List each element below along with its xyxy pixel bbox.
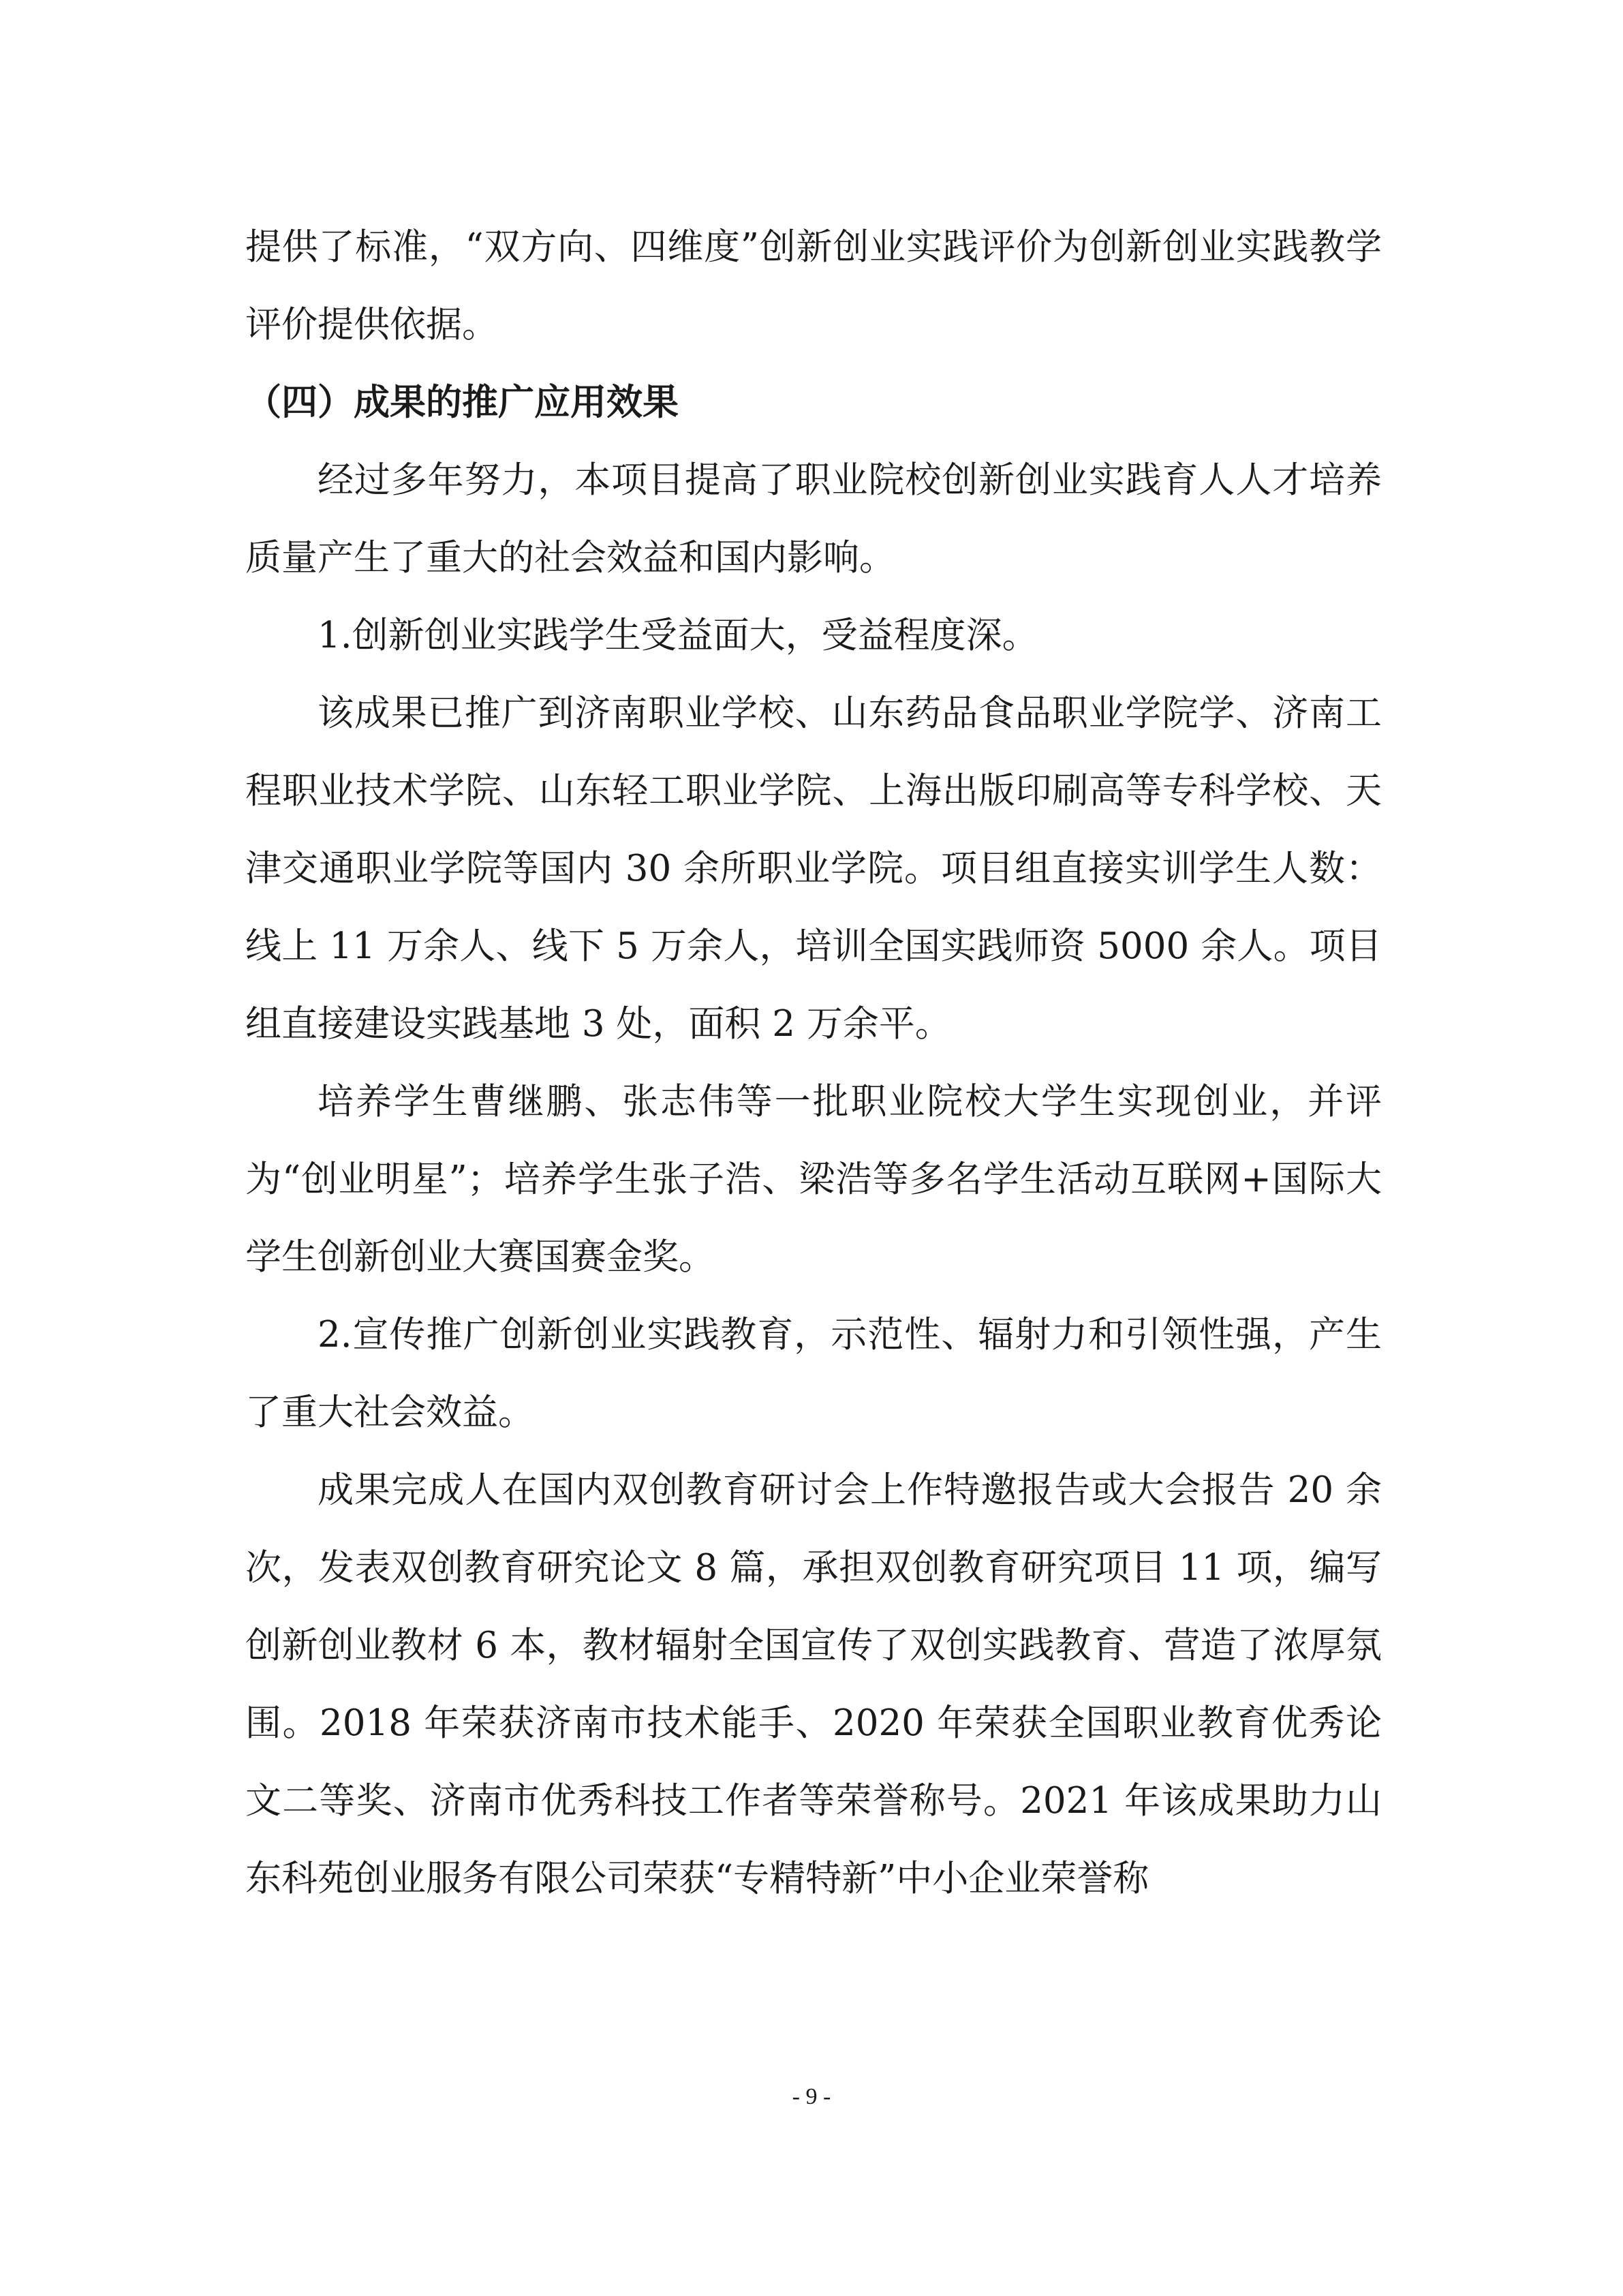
paragraph-point-2: 2.宣传推广创新创业实践教育，示范性、辐射力和引领性强，产生了重大社会效益。 — [245, 1314, 1382, 1433]
paragraph-intro: 经过多年努力，本项目提高了职业院校创新创业实践育人人才培养质量产生了重大的社会效益和国内影响。 — [245, 459, 1382, 579]
paragraph-achievements: 成果完成人在国内双创教育研讨会上作特邀报告或大会报告 20 余次，发表双创教育研究论文 8 篇，承担双创教育研究项目 11 项，编写创新创业教材 6 本，教材辐射全国宣传了双创实践教育、营造了浓厚氛围。2018 年荣获济南市技术能手、2020 年荣获全国职业教育优秀论文二等奖、济南市优秀科技工作者等荣誉称号。2021 年该成果助力山东科苑创业服务有限公司荣获“专精特新”中小企业荣誉称 — [245, 1469, 1382, 1899]
page-number: - 9 - — [792, 2084, 831, 2109]
paragraph-students: 培养学生曹继鹏、张志伟等一批职业院校大学生实现创业，并评为“创业明星”；培养学生张子浩、梁浩等多名学生活动互联网+国际大学生创新创业大赛国赛金奖。 — [245, 1081, 1382, 1278]
paragraph-continued: 提供了标准，“双方向、四维度”创新创业实践评价为创新创业实践教学评价提供依据。 — [245, 226, 1382, 346]
paragraph-promotion: 该成果已推广到济南职业学校、山东药品食品职业学院学、济南工程职业技术学院、山东轻工职业学院、上海出版印刷高等专科学校、天津交通职业学院等国内 30 余所职业学院。项目组直接实训学生人数：线上 11 万余人、线下 5 万余人，培训全国实践师资 5000 余人。项目组直接建设实践基地 3 处，面积 2 万余平。 — [245, 692, 1382, 1045]
document-body — [245, 209, 1382, 1918]
section-heading: （四）成果的推广应用效果 — [245, 382, 679, 423]
paragraph-point-1: 1.创新创业实践学生受益面大，受益程度深。 — [318, 615, 1038, 656]
